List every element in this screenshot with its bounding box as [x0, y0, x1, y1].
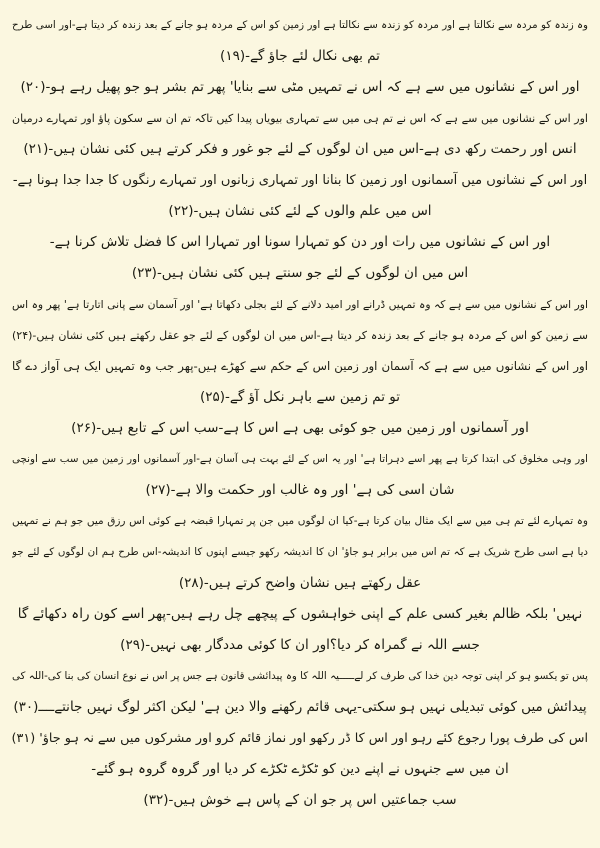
text-line: اور وہی مخلوق کی ابتدا کرتا ہے پھر اسے دہراتا ہے' اور یہ اس کے لئے بہت ہی آسان ہے-اور آسمانوں اور زمین میں سب سے اونچی — [12, 453, 588, 465]
text-line: تم بھی نکال لئے جاؤ گے-(۱۹) — [220, 48, 380, 64]
text-line: ان میں سے جنہوں نے اپنے دین کو ٹکڑے ٹکڑے کر دیا اور گروہ گروہ ہو گئے- — [91, 761, 509, 777]
text-line: اس میں ان لوگوں کے لئے جو سنتے ہیں کئی نشان ہیں-(۲۳) — [131, 265, 469, 281]
text-line: پس تو یکسو ہو کر اپنی توجہ دین خدا کی طرف کر لےـــــیہ اللہ کا وہ پیدائشی قانون ہے جس پر اس نے نوع انسان کی بنا کی-اللہ کی — [12, 670, 588, 682]
text-line: وہ زندہ کو مردہ سے نکالتا ہے اور مردہ کو زندہ سے نکالتا ہے اور زمین کو اس کے مردہ ہو جانے کے بعد زندہ کر دیتا ہے-اور اسی طرح — [12, 19, 588, 31]
text-line: سب جماعتیں اس پر جو ان کے پاس ہے خوش ہیں-(۳۲) — [143, 792, 457, 808]
text-line: نہیں' بلکہ ظالم بغیر کسی علم کے اپنی خواہشوں کے پیچھے چل رہے ہیں-پھر اسے کون راہ دکھائے گا — [17, 606, 583, 622]
text-line: دیا ہے اسی طرح شریک ہے کہ تم اس میں برابر ہو جاؤ' ان کا اندیشہ رکھو جیسے اپنوں کا اندیشہ-اس طرح ہم ان لوگوں کے لئے جو — [12, 546, 588, 558]
text-line: اور اس کے نشانوں میں سے ہے کہ اس نے تمہیں مٹی سے بنایا' پھر تم بشر ہو جو پھیل رہے ہو-(۲۰) — [20, 79, 580, 95]
text-line: سے زمین کو اس کے مردہ ہو جانے کے بعد زندہ کر دیتا ہے-اس میں ان لوگوں کے لئے جو عقل رکھتے ہیں کئی نشان ہیں-(۲۴) — [12, 329, 588, 342]
text-line: جسے اللہ نے گمراہ کر دیا؟اور ان کا کوئی مددگار بھی نہیں-(۲۹) — [120, 637, 480, 653]
text-line: اور اس کے نشانوں میں رات اور دن کو تمہارا سونا اور تمہارا اس کا فضل تلاش کرنا ہے- — [49, 234, 551, 250]
text-line: اور اس کے نشانوں میں سے ہے کہ وہ تمہیں ڈرانے اور امید دلانے کے لئے بجلی دکھاتا ہے' اور آسمان سے پانی اتارتا ہے' پھر وہ اس — [12, 298, 588, 311]
text-line: انس اور رحمت رکھ دی ہے-اس میں ان لوگوں کے لئے جو غور و فکر کرتے ہیں کئی نشان ہیں-(۲۱) — [23, 141, 577, 157]
text-line: عقل رکھتے ہیں نشان واضح کرتے ہیں-(۲۸) — [178, 575, 422, 591]
text-line: اور اس کے نشانوں میں سے ہے کہ اس نے تم ہی میں سے تمہاری بیویاں پیدا کیں تاکہ تم ان سے سکون پاؤ اور تمہارے درمیان — [12, 112, 588, 125]
text-line: اور اس کے نشانوں میں آسمانوں اور زمین کا بنانا اور تمہاری زبانوں اور تمہارے رنگوں کا جدا جدا ہونا ہے- — [12, 173, 588, 188]
text-line: تو تم زمین سے باہر نکل آؤ گے-(۲۵) — [199, 389, 401, 405]
text-line: پیدائش میں کوئی تبدیلی نہیں ہو سکتی-یہی قائم رکھنے والا دین ہے' لیکن اکثر لوگ نہیں جانتےــــ(۳۰) — [13, 699, 587, 715]
text-line: وہ تمہارے لئے تم ہی میں سے ایک مثال بیان کرتا ہے-کیا ان لوگوں میں جن پر تمہارا قبضہ ہے کوئی اس رزق میں جو ہم نے تمہیں — [12, 515, 588, 527]
text-line: شان اسی کی ہے' اور وہ غالب اور حکمت والا ہے-(۲۷) — [145, 482, 455, 498]
text-line: اس میں علم والوں کے لئے کئی نشان ہیں-(۲۲) — [168, 203, 432, 219]
text-line: اور اس کے نشانوں میں سے ہے کہ آسمان اور زمین اس کے حکم سے کھڑے ہیں-پھر جب وہ تمہیں ایک ہی آواز دے گا — [12, 359, 588, 373]
text-line: اس کی طرف پورا رجوع کئے رہو اور اس کا ڈر رکھو اور نماز قائم کرو اور مشرکوں میں سے نہ ہو جاؤ' (۳۱) — [12, 731, 588, 746]
text-line: اور آسمانوں اور زمین میں جو کوئی بھی ہے اس کا ہے-سب اس کے تابع ہیں-(۲۶) — [71, 420, 529, 436]
